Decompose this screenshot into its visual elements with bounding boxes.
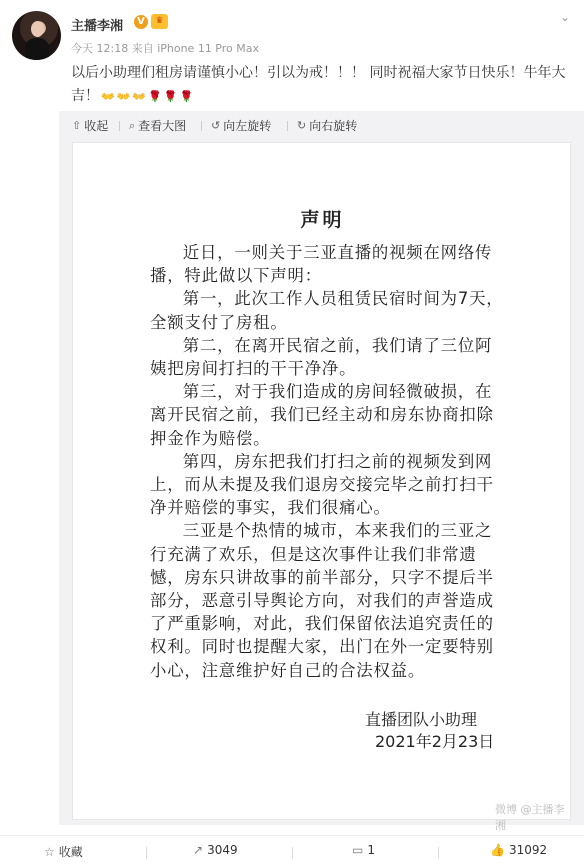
document-date: 2021年2月23日 [375, 732, 495, 751]
image-toolbar [59, 111, 584, 140]
avatar[interactable] [12, 11, 61, 60]
member-badge-icon: ♛ [151, 14, 168, 29]
rotate-right-icon: ↻ [297, 119, 307, 132]
comment-button[interactable]: ▭ 1 [352, 843, 375, 857]
document-paragraph: 三亚是个热情的城市，本来我们的三亚之行充满了欢乐，但是这次事件让我们非常遗憾，房东只讲故事的前半部分，只字不提后半部分，恶意引导舆论方向，对我们的声誉造成了严重影响，对此，我们保留依法追究责任的权利。同时也提醒大家，出门在外一定要特别小心，注意维护好自己的合法权益。 [150, 521, 494, 680]
repost-icon: ↗ [193, 843, 204, 857]
document-title: 声明 [300, 209, 345, 231]
post-header [0, 0, 584, 60]
statement-document [72, 142, 571, 832]
post-text [71, 62, 571, 108]
post-text-content: 以后小助理们租房请谨慎小心！引以为戒！！！ 同时祝福大家节日快乐！牛年大吉！ [71, 65, 566, 104]
clap-emoji-icon: 👐 [132, 90, 147, 103]
document-paragraph: 第三，对于我们造成的房间轻微破损，在离开民宿之前，我们已经主动和房东协商扣除押金作为赔偿。 [150, 382, 494, 448]
chevron-down-icon[interactable]: ⌄ [559, 10, 571, 24]
username[interactable]: 主播李湘 [71, 19, 124, 34]
post-image[interactable] [59, 140, 584, 832]
rose-emoji-icon: 🌹 [148, 90, 162, 103]
rose-emoji-icon: 🌹 [163, 90, 178, 103]
rose-emoji-icon: 🌹 [179, 90, 194, 103]
rotate-left-icon: ↺ [211, 119, 221, 132]
repost-button[interactable]: ↗ 3049 [193, 843, 238, 857]
verified-badge-icon: V [134, 15, 148, 29]
document-paragraph: 第一，此次工作人员租赁民宿时间为7天，全额支付了房租。 [150, 289, 504, 332]
document-signature: 直播团队小助理 [365, 710, 478, 729]
document-body [150, 241, 505, 682]
divider [438, 847, 439, 859]
like-button[interactable]: 👍 31092 [490, 843, 548, 857]
document-paragraph: 近日，一则关于三亚直播的视频在网络传播，特此做以下声明： [150, 243, 493, 286]
thumbs-up-icon: 👍 [490, 843, 505, 857]
magnifier-icon: ⌕ [129, 118, 136, 132]
clap-emoji-icon: 👐 [116, 90, 131, 103]
rotate-left-button[interactable]: ↺ 向左旋转 [211, 111, 271, 140]
divider [292, 847, 293, 859]
document-paragraph: 第四，房东把我们打扫之前的视频发到网上，而从未提及我们退房交接完毕之前打扫干净并赔偿的事实，我们很痛心。 [150, 451, 494, 518]
action-bar [0, 835, 584, 866]
view-large-button[interactable]: ⌕ 查看大图 [129, 111, 186, 140]
star-icon: ☆ [44, 844, 55, 859]
comment-icon: ▭ [352, 843, 364, 857]
favorite-button[interactable]: ☆ 收藏 [44, 844, 83, 859]
weibo-watermark: 微博 @主播李湘 [495, 803, 565, 832]
collapse-button[interactable]: ⇧ 收起 [72, 119, 109, 133]
collapse-icon: ⇧ [72, 119, 82, 132]
post-meta: 今天 12:18 来自 iPhone 11 Pro Max [71, 42, 259, 55]
rotate-right-button[interactable]: ↻ 向右旋转 [297, 111, 357, 140]
divider [146, 847, 147, 859]
document-paragraph: 第二，在离开民宿之前，我们请了三位阿姨把房间打扫的干干净净。 [150, 335, 493, 379]
clap-emoji-icon: 👐 [101, 90, 115, 103]
